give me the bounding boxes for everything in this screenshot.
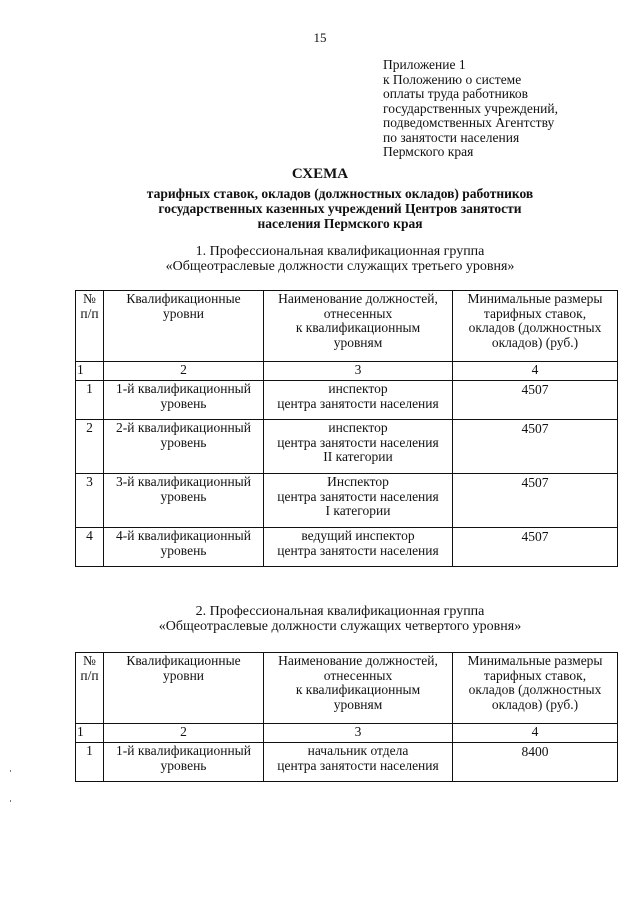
row-position: инспектор центра занятости населения II категории [264, 420, 453, 474]
appendix-line: Приложение 1 [383, 57, 466, 72]
column-number: 3 [264, 724, 453, 743]
appendix-note [383, 58, 623, 160]
row-number: 1 [76, 743, 104, 782]
subtitle-line: тарифных ставок, окладов (должностных окладов) работников [146, 186, 534, 201]
row-position: ведущий инспектор центра занятости населения [264, 528, 453, 567]
group-1-heading [80, 244, 600, 274]
row-level: 2-й квалификационный уровень [104, 420, 264, 474]
appendix-line: к Положению о системе [383, 71, 522, 87]
table-row [76, 474, 618, 528]
row-level: 1-й квалификационный уровень [104, 381, 264, 420]
column-number: 2 [104, 724, 264, 743]
document-subtitle [90, 186, 590, 231]
header-cell-number: № п/п [76, 291, 104, 362]
appendix-line: оплаты труда работников [383, 86, 528, 101]
row-level: 4-й квалификационный уровень [104, 528, 264, 567]
row-level: 1-й квалификационный уровень [104, 743, 264, 782]
header-cell-number: № п/п [76, 653, 104, 724]
header-cell-level: Квалификационные уровни [104, 291, 264, 362]
group-2-heading [80, 604, 600, 634]
column-number: 1 [76, 362, 104, 381]
column-number-row [76, 362, 618, 381]
page-number: 15 [313, 30, 327, 45]
column-number-row [76, 724, 618, 743]
row-salary: 8400 [453, 743, 618, 782]
table-row [76, 743, 618, 782]
row-level: 3-й квалификационный уровень [104, 474, 264, 528]
document-title: СХЕМА [291, 166, 349, 182]
appendix-line: подведомственных Агентству [383, 115, 555, 130]
row-number: 2 [76, 420, 104, 474]
column-number: 4 [453, 362, 618, 381]
header-cell-position: Наименование должностей, отнесенных к квалификационным уровням [264, 653, 453, 724]
table-header-row [76, 653, 618, 724]
row-position: начальник отдела центра занятости населения [264, 743, 453, 782]
column-number: 3 [264, 362, 453, 381]
scan-mark [10, 770, 11, 772]
group-heading-line: «Общеотраслевые должности служащих третьего уровня» [165, 259, 515, 274]
column-number: 1 [76, 724, 104, 743]
header-cell-salary: Минимальные размеры тарифных ставок, окладов (должностных окладов) (руб.) [453, 653, 618, 724]
row-number: 4 [76, 528, 104, 567]
subtitle-line: населения Пермского края [257, 216, 423, 231]
group-heading-line: 2. Профессиональная квалификационная группа [195, 604, 485, 619]
column-number: 4 [453, 724, 618, 743]
table-row [76, 528, 618, 567]
appendix-line: Пермского края [383, 144, 474, 159]
scan-mark [10, 800, 11, 802]
group-heading-line: «Общеотраслевые должности служащих четвертого уровня» [158, 619, 522, 634]
row-salary: 4507 [453, 474, 618, 528]
row-position: Инспектор центра занятости населения I категории [264, 474, 453, 528]
row-salary: 4507 [453, 528, 618, 567]
table-row [76, 381, 618, 420]
group-1-table [75, 290, 618, 567]
row-number: 3 [76, 474, 104, 528]
header-cell-salary: Минимальные размеры тарифных ставок, окладов (должностных окладов) (руб.) [453, 291, 618, 362]
row-position: инспектор центра занятости населения [264, 381, 453, 420]
row-salary: 4507 [453, 381, 618, 420]
group-heading-line: 1. Профессиональная квалификационная группа [195, 244, 485, 259]
header-cell-position: Наименование должностей, отнесенных к квалификационным уровням [264, 291, 453, 362]
row-number: 1 [76, 381, 104, 420]
row-salary: 4507 [453, 420, 618, 474]
subtitle-line: государственных казенных учреждений Центров занятости [158, 201, 522, 216]
table-header-row [76, 291, 618, 362]
appendix-line: по занятости населения [383, 129, 520, 145]
group-2-table [75, 652, 618, 782]
column-number: 2 [104, 362, 264, 381]
table-row [76, 420, 618, 474]
header-cell-level: Квалификационные уровни [104, 653, 264, 724]
appendix-line: государственных учреждений, [383, 100, 558, 116]
